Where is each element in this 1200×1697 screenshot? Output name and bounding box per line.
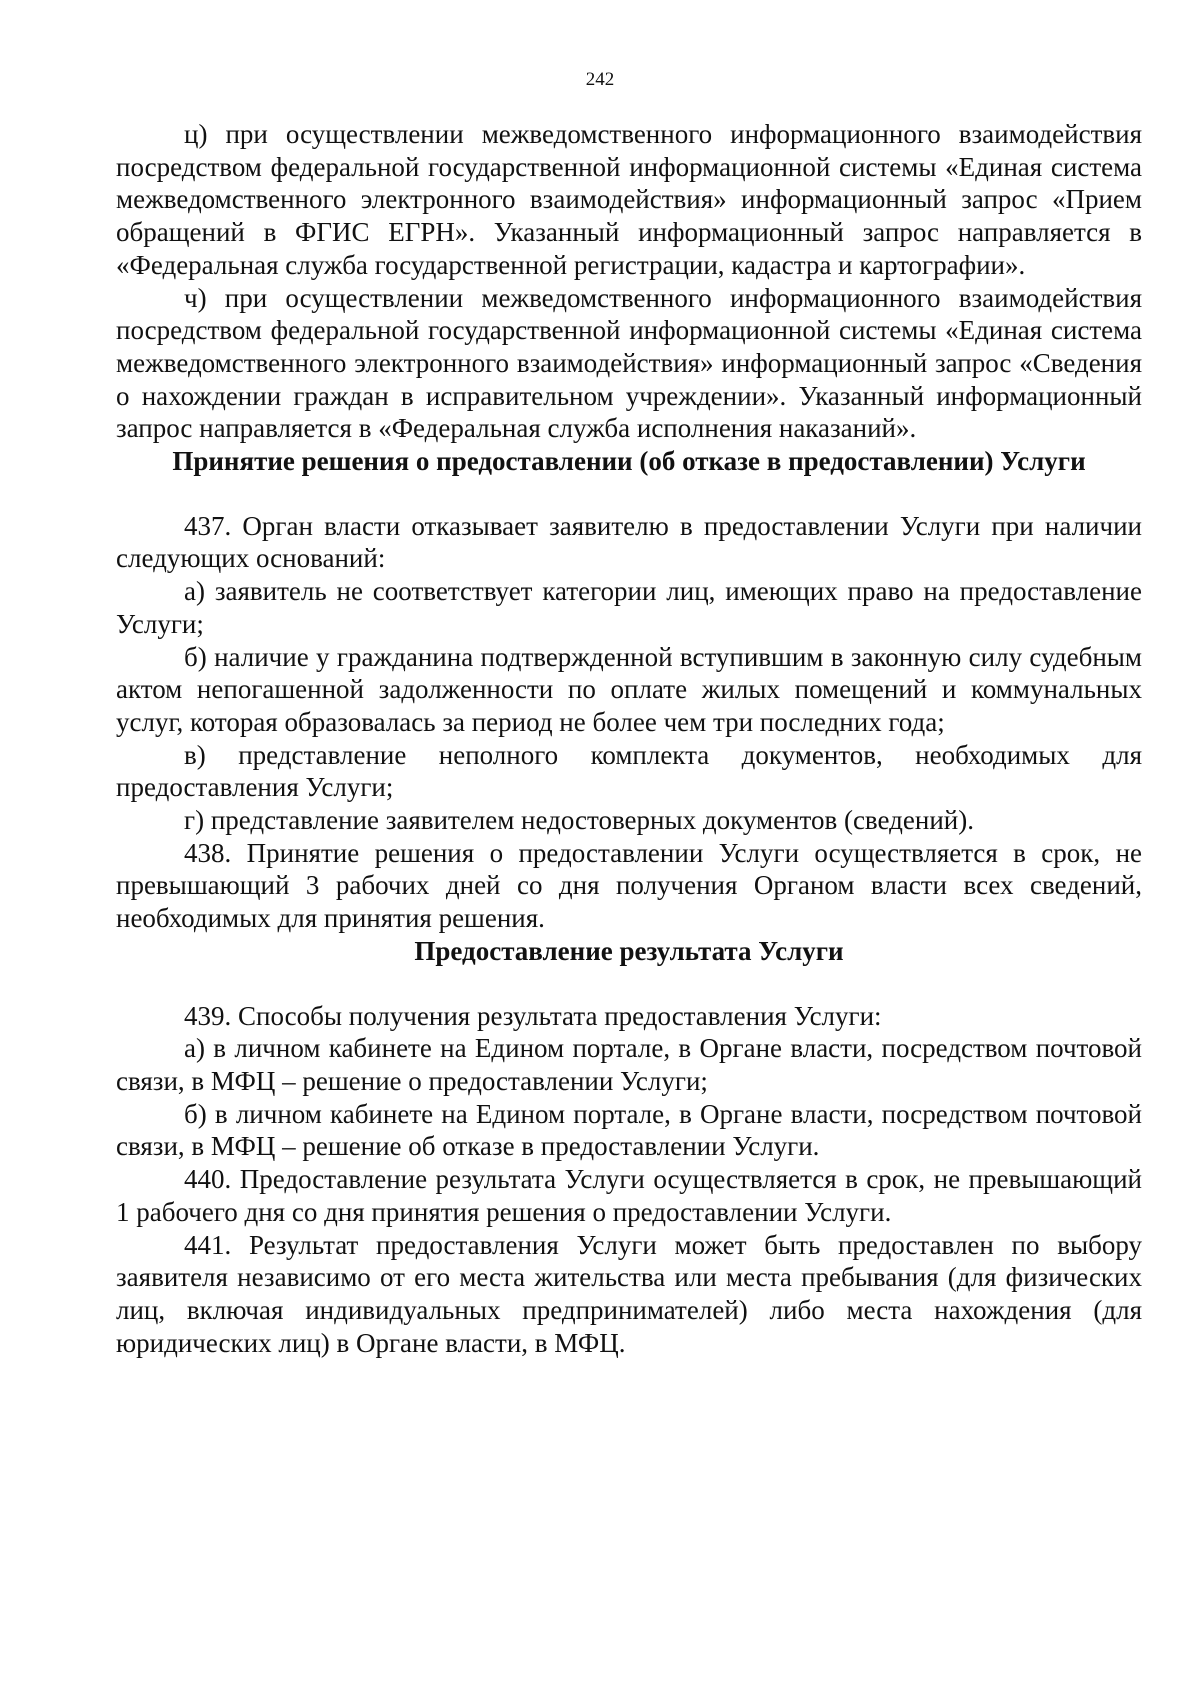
page-content	[116, 118, 1142, 1359]
section-heading-result: Предоставление результата Услуги	[414, 935, 844, 966]
paragraph-439-a: а) в личном кабинете на Едином портале, в Органе власти, посредством почтовой связи, в МФЦ – решение о предоставлении Услуги;	[116, 1033, 1142, 1096]
paragraph-437-a: а) заявитель не соответствует категории лиц, имеющих право на предоставление Услуги;	[116, 576, 1142, 639]
paragraph-441: 441. Результат предоставления Услуги может быть предоставлен по выбору заявителя независимо от его места жительства или места пребывания (для физических лиц, включая индивидуальных предпринимателей) либо места нахождения (для юридических лиц) в Органе власти, в МФЦ.	[116, 1229, 1142, 1358]
paragraph-437: 437. Орган власти отказывает заявителю в предоставлении Услуги при наличии следующих оснований:	[116, 510, 1142, 574]
paragraph-440: 440. Предоставление результата Услуги осуществляется в срок, не превышающий 1 рабочего дня со дня принятия решения о предоставлении Услуги.	[116, 1164, 1142, 1227]
paragraph-439-b: б) в личном кабинете на Едином портале, в Органе власти, посредством почтовой связи, в МФЦ – решение об отказе в предоставлении Услуги.	[116, 1098, 1142, 1162]
paragraph-438: 438. Принятие решения о предоставлении Услуги осуществляется в срок, не превышающий 3 рабочих дней со дня получения Органом власти всех сведений, необходимых для принятия решения.	[116, 837, 1142, 934]
paragraph-437-v: в) представление неполного комплекта документов, необходимых для предоставления Услуги;	[116, 739, 1142, 803]
paragraph-ch: ч) при осуществлении межведомственного информационного взаимодействия посредством федеральной государственной информационной системы «Единая система межведомственного электронного взаимодействия» информационный запрос «Сведения о нахождении граждан в исправительном учреждении». Указанный информационный запрос направляется в «Федеральная служба исполнения наказаний».	[116, 282, 1142, 444]
paragraph-437-b: б) наличие у гражданина подтвержденной вступившим в законную силу судебным актом непогашенной задолженности по оплате жилых помещений и коммунальных услуг, которая образовалась за период не более чем три последних года;	[116, 641, 1142, 737]
section-heading-decision: Принятие решения о предоставлении (об отказе в предоставлении) Услуги	[172, 446, 1086, 477]
paragraph-ts: ц) при осуществлении межведомственного информационного взаимодействия посредством федеральной государственной информационной системы «Единая система межведомственного электронного взаимодействия» информационный запрос «Прием обращений в ФГИС ЕГРН». Указанный информационный запрос направляется в «Федеральная служба государственной регистрации, кадастра и картографии».	[116, 119, 1142, 280]
paragraph-437-g: г) представление заявителем недостоверных документов (сведений).	[184, 805, 974, 836]
page-number: 242	[585, 69, 615, 90]
paragraph-439: 439. Способы получения результата предоставления Услуги:	[184, 1000, 882, 1031]
